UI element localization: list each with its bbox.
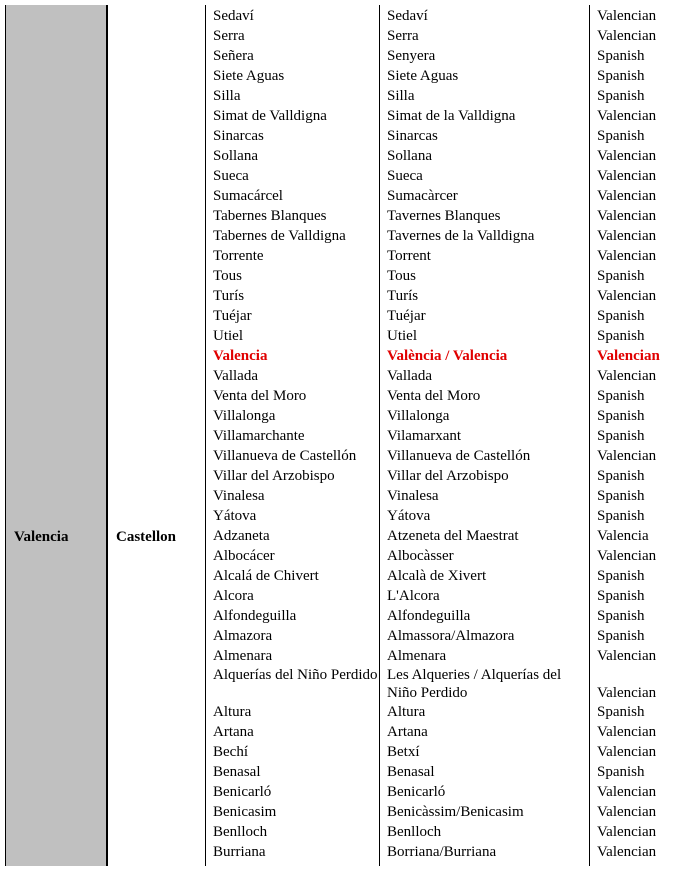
language-cell: Valencian xyxy=(597,548,657,564)
municipality-spanish-name: Vinalesa xyxy=(213,488,265,504)
municipality-official-name: Yátova xyxy=(387,508,431,524)
language-cell: Spanish xyxy=(597,428,645,444)
municipality-official-name: Alfondeguilla xyxy=(387,608,471,624)
language-cell: Valencian xyxy=(597,685,657,701)
municipality-spanish-name: Silla xyxy=(213,88,241,104)
municipality-spanish-name: Sedaví xyxy=(213,8,254,24)
municipality-official-name: L'Alcora xyxy=(387,588,440,604)
language-cell: Valencian xyxy=(597,448,657,464)
municipality-spanish-name: Señera xyxy=(213,48,254,64)
municipality-official-name: Siete Aguas xyxy=(387,68,459,84)
municipality-official-name: Villanueva de Castellón xyxy=(387,448,531,464)
municipality-spanish-name: Albocácer xyxy=(213,548,275,564)
municipality-spanish-name: Utiel xyxy=(213,328,243,344)
language-cell: Spanish xyxy=(597,468,645,484)
municipality-official-name: Altura xyxy=(387,704,426,720)
table-row xyxy=(0,266,699,286)
municipality-official-name: Sinarcas xyxy=(387,128,438,144)
municipality-spanish-name: Sueca xyxy=(213,168,249,184)
municipality-spanish-name: Artana xyxy=(213,724,254,740)
table-row xyxy=(0,6,699,26)
municipality-official-name: Benicarló xyxy=(387,784,446,800)
municipality-spanish-name: Almazora xyxy=(213,628,273,644)
table-row xyxy=(0,46,699,66)
language-cell: Valencian xyxy=(597,744,657,760)
language-cell: Spanish xyxy=(597,128,645,144)
municipality-spanish-name: Alcora xyxy=(213,588,254,604)
language-cell: Spanish xyxy=(597,568,645,584)
municipality-spanish-name: Alquerías del Niño Perdido xyxy=(213,667,378,683)
municipality-official-name: Albocàsser xyxy=(387,548,454,564)
municipality-spanish-name: Burriana xyxy=(213,844,266,860)
language-cell: Spanish xyxy=(597,328,645,344)
language-cell: Valencian xyxy=(597,148,657,164)
table-row xyxy=(0,286,699,306)
municipality-spanish-name: Sumacárcel xyxy=(213,188,283,204)
language-cell: Spanish xyxy=(597,488,645,504)
municipality-official-name: Vinalesa xyxy=(387,488,439,504)
municipality-spanish-name: Valencia xyxy=(213,348,268,364)
table-row xyxy=(0,86,699,106)
table-row xyxy=(0,306,699,326)
municipality-official-name: Sedaví xyxy=(387,8,428,24)
municipality-official-name: Tavernes Blanques xyxy=(387,208,501,224)
language-cell: Spanish xyxy=(597,68,645,84)
municipality-spanish-name: Alcalá de Chivert xyxy=(213,568,319,584)
municipality-official-name: Borriana/Burriana xyxy=(387,844,497,860)
table-body xyxy=(0,6,699,862)
region-label: Valencia xyxy=(14,529,69,545)
municipality-spanish-name: Altura xyxy=(213,704,252,720)
municipality-official-name: Sollana xyxy=(387,148,432,164)
municipality-official-name: Tavernes de la Valldigna xyxy=(387,228,535,244)
municipality-official-name: Les Alqueries / Alquerías del Niño Perdido xyxy=(387,667,562,701)
table-row xyxy=(0,822,699,842)
table-row xyxy=(0,146,699,166)
municipality-spanish-name: Alfondeguilla xyxy=(213,608,297,624)
language-cell: Valencian xyxy=(597,648,657,664)
language-cell: Valencian xyxy=(597,208,657,224)
municipality-official-name: Utiel xyxy=(387,328,417,344)
table-row xyxy=(0,702,699,722)
province-label: Castellon xyxy=(116,529,176,545)
language-cell: Valencian xyxy=(597,288,657,304)
municipality-spanish-name: Vallada xyxy=(213,368,258,384)
municipality-official-name: Silla xyxy=(387,88,415,104)
language-cell: Spanish xyxy=(597,308,645,324)
municipality-official-name: Atzeneta del Maestrat xyxy=(387,528,519,544)
language-cell: Spanish xyxy=(597,48,645,64)
language-cell: Valencian xyxy=(597,368,657,384)
language-cell: Valencia xyxy=(597,528,649,544)
language-cell: Valencian xyxy=(597,8,657,24)
language-cell: Spanish xyxy=(597,508,645,524)
municipality-spanish-name: Bechí xyxy=(213,744,248,760)
municipality-official-name: Betxí xyxy=(387,744,420,760)
municipality-official-name: Artana xyxy=(387,724,428,740)
table-row xyxy=(0,742,699,762)
table-row xyxy=(0,546,699,566)
table-row xyxy=(0,426,699,446)
municipality-official-name: Almenara xyxy=(387,648,447,664)
municipality-official-name: Sueca xyxy=(387,168,423,184)
language-cell: Valencian xyxy=(597,248,657,264)
municipality-official-name: Venta del Moro xyxy=(387,388,481,404)
table-row xyxy=(0,406,699,426)
table-row xyxy=(0,526,699,546)
municipality-spanish-name: Tuéjar xyxy=(213,308,252,324)
municipality-official-name: Senyera xyxy=(387,48,436,64)
table-row xyxy=(0,842,699,862)
municipality-spanish-name: Benicasim xyxy=(213,804,277,820)
municipality-spanish-name: Benlloch xyxy=(213,824,268,840)
municipality-official-name: Alcalà de Xivert xyxy=(387,568,487,584)
language-cell: Valencian xyxy=(597,168,657,184)
municipality-spanish-name: Simat de Valldigna xyxy=(213,108,327,124)
municipality-official-name: Vallada xyxy=(387,368,432,384)
municipality-official-name: Simat de la Valldigna xyxy=(387,108,516,124)
municipality-spanish-name: Tous xyxy=(213,268,242,284)
municipality-spanish-name: Almenara xyxy=(213,648,273,664)
table-row xyxy=(0,466,699,486)
municipality-spanish-name: Venta del Moro xyxy=(213,388,307,404)
municipality-spanish-name: Yátova xyxy=(213,508,257,524)
table-row xyxy=(0,802,699,822)
table-row xyxy=(0,226,699,246)
table-row xyxy=(0,246,699,266)
municipality-official-name: Tuéjar xyxy=(387,308,426,324)
municipality-official-name: Tous xyxy=(387,268,416,284)
municipality-spanish-name: Adzaneta xyxy=(213,528,270,544)
table-row xyxy=(0,326,699,346)
table-row xyxy=(0,106,699,126)
municipality-spanish-name: Turís xyxy=(213,288,245,304)
municipality-official-name: Benlloch xyxy=(387,824,442,840)
table-row xyxy=(0,166,699,186)
language-cell: Valencian xyxy=(597,824,657,840)
municipality-spanish-name: Serra xyxy=(213,28,245,44)
municipality-official-name: Villar del Arzobispo xyxy=(387,468,509,484)
table-row xyxy=(0,206,699,226)
municipality-official-name: Sumacàrcer xyxy=(387,188,458,204)
municipality-official-name: València / Valencia xyxy=(387,348,508,364)
language-cell: Spanish xyxy=(597,268,645,284)
table-row xyxy=(0,646,699,666)
table-row xyxy=(0,626,699,646)
municipality-spanish-name: Benicarló xyxy=(213,784,272,800)
language-cell: Valencian xyxy=(597,228,657,244)
language-cell: Spanish xyxy=(597,608,645,624)
language-cell: Valencian xyxy=(597,188,657,204)
municipality-official-name: Vilamarxant xyxy=(387,428,462,444)
municipality-spanish-name: Benasal xyxy=(213,764,261,780)
municipality-spanish-name: Tabernes Blanques xyxy=(213,208,327,224)
table-row xyxy=(0,606,699,626)
table-row xyxy=(0,346,699,366)
municipality-official-name: Benicàssim/Benicasim xyxy=(387,804,524,820)
table-row xyxy=(0,26,699,46)
table-row xyxy=(0,66,699,86)
municipality-spanish-name: Tabernes de Valldigna xyxy=(213,228,346,244)
table-row xyxy=(0,506,699,526)
municipality-official-name: Almassora/Almazora xyxy=(387,628,515,644)
language-cell: Spanish xyxy=(597,388,645,404)
language-cell: Spanish xyxy=(597,628,645,644)
table-row xyxy=(0,446,699,466)
municipality-spanish-name: Siete Aguas xyxy=(213,68,285,84)
table-row xyxy=(0,722,699,742)
municipality-spanish-name: Torrente xyxy=(213,248,264,264)
municipality-spanish-name: Villamarchante xyxy=(213,428,305,444)
municipality-spanish-name: Sollana xyxy=(213,148,258,164)
municipality-official-name: Turís xyxy=(387,288,419,304)
municipality-official-name: Torrent xyxy=(387,248,431,264)
language-cell: Spanish xyxy=(597,588,645,604)
language-cell: Spanish xyxy=(597,704,645,720)
table-row xyxy=(0,366,699,386)
language-cell: Spanish xyxy=(597,88,645,104)
language-cell: Spanish xyxy=(597,764,645,780)
municipality-official-name: Benasal xyxy=(387,764,435,780)
table-row xyxy=(0,486,699,506)
table-row xyxy=(0,126,699,146)
language-cell: Valencian xyxy=(597,844,657,860)
table-row xyxy=(0,782,699,802)
municipality-spanish-name: Villar del Arzobispo xyxy=(213,468,335,484)
table-row xyxy=(0,762,699,782)
municipality-official-name: Serra xyxy=(387,28,419,44)
language-cell: Valencian xyxy=(597,724,657,740)
language-cell: Valencian xyxy=(597,348,660,364)
table-row xyxy=(0,386,699,406)
table-row xyxy=(0,566,699,586)
municipality-spanish-name: Sinarcas xyxy=(213,128,264,144)
table-row xyxy=(0,586,699,606)
language-cell: Valencian xyxy=(597,804,657,820)
language-cell: Valencian xyxy=(597,784,657,800)
table-row xyxy=(0,666,699,702)
municipality-spanish-name: Villalonga xyxy=(213,408,276,424)
table-row xyxy=(0,186,699,206)
municipality-spanish-name: Villanueva de Castellón xyxy=(213,448,357,464)
language-cell: Spanish xyxy=(597,408,645,424)
language-cell: Valencian xyxy=(597,28,657,44)
municipality-official-name: Villalonga xyxy=(387,408,450,424)
language-cell: Valencian xyxy=(597,108,657,124)
